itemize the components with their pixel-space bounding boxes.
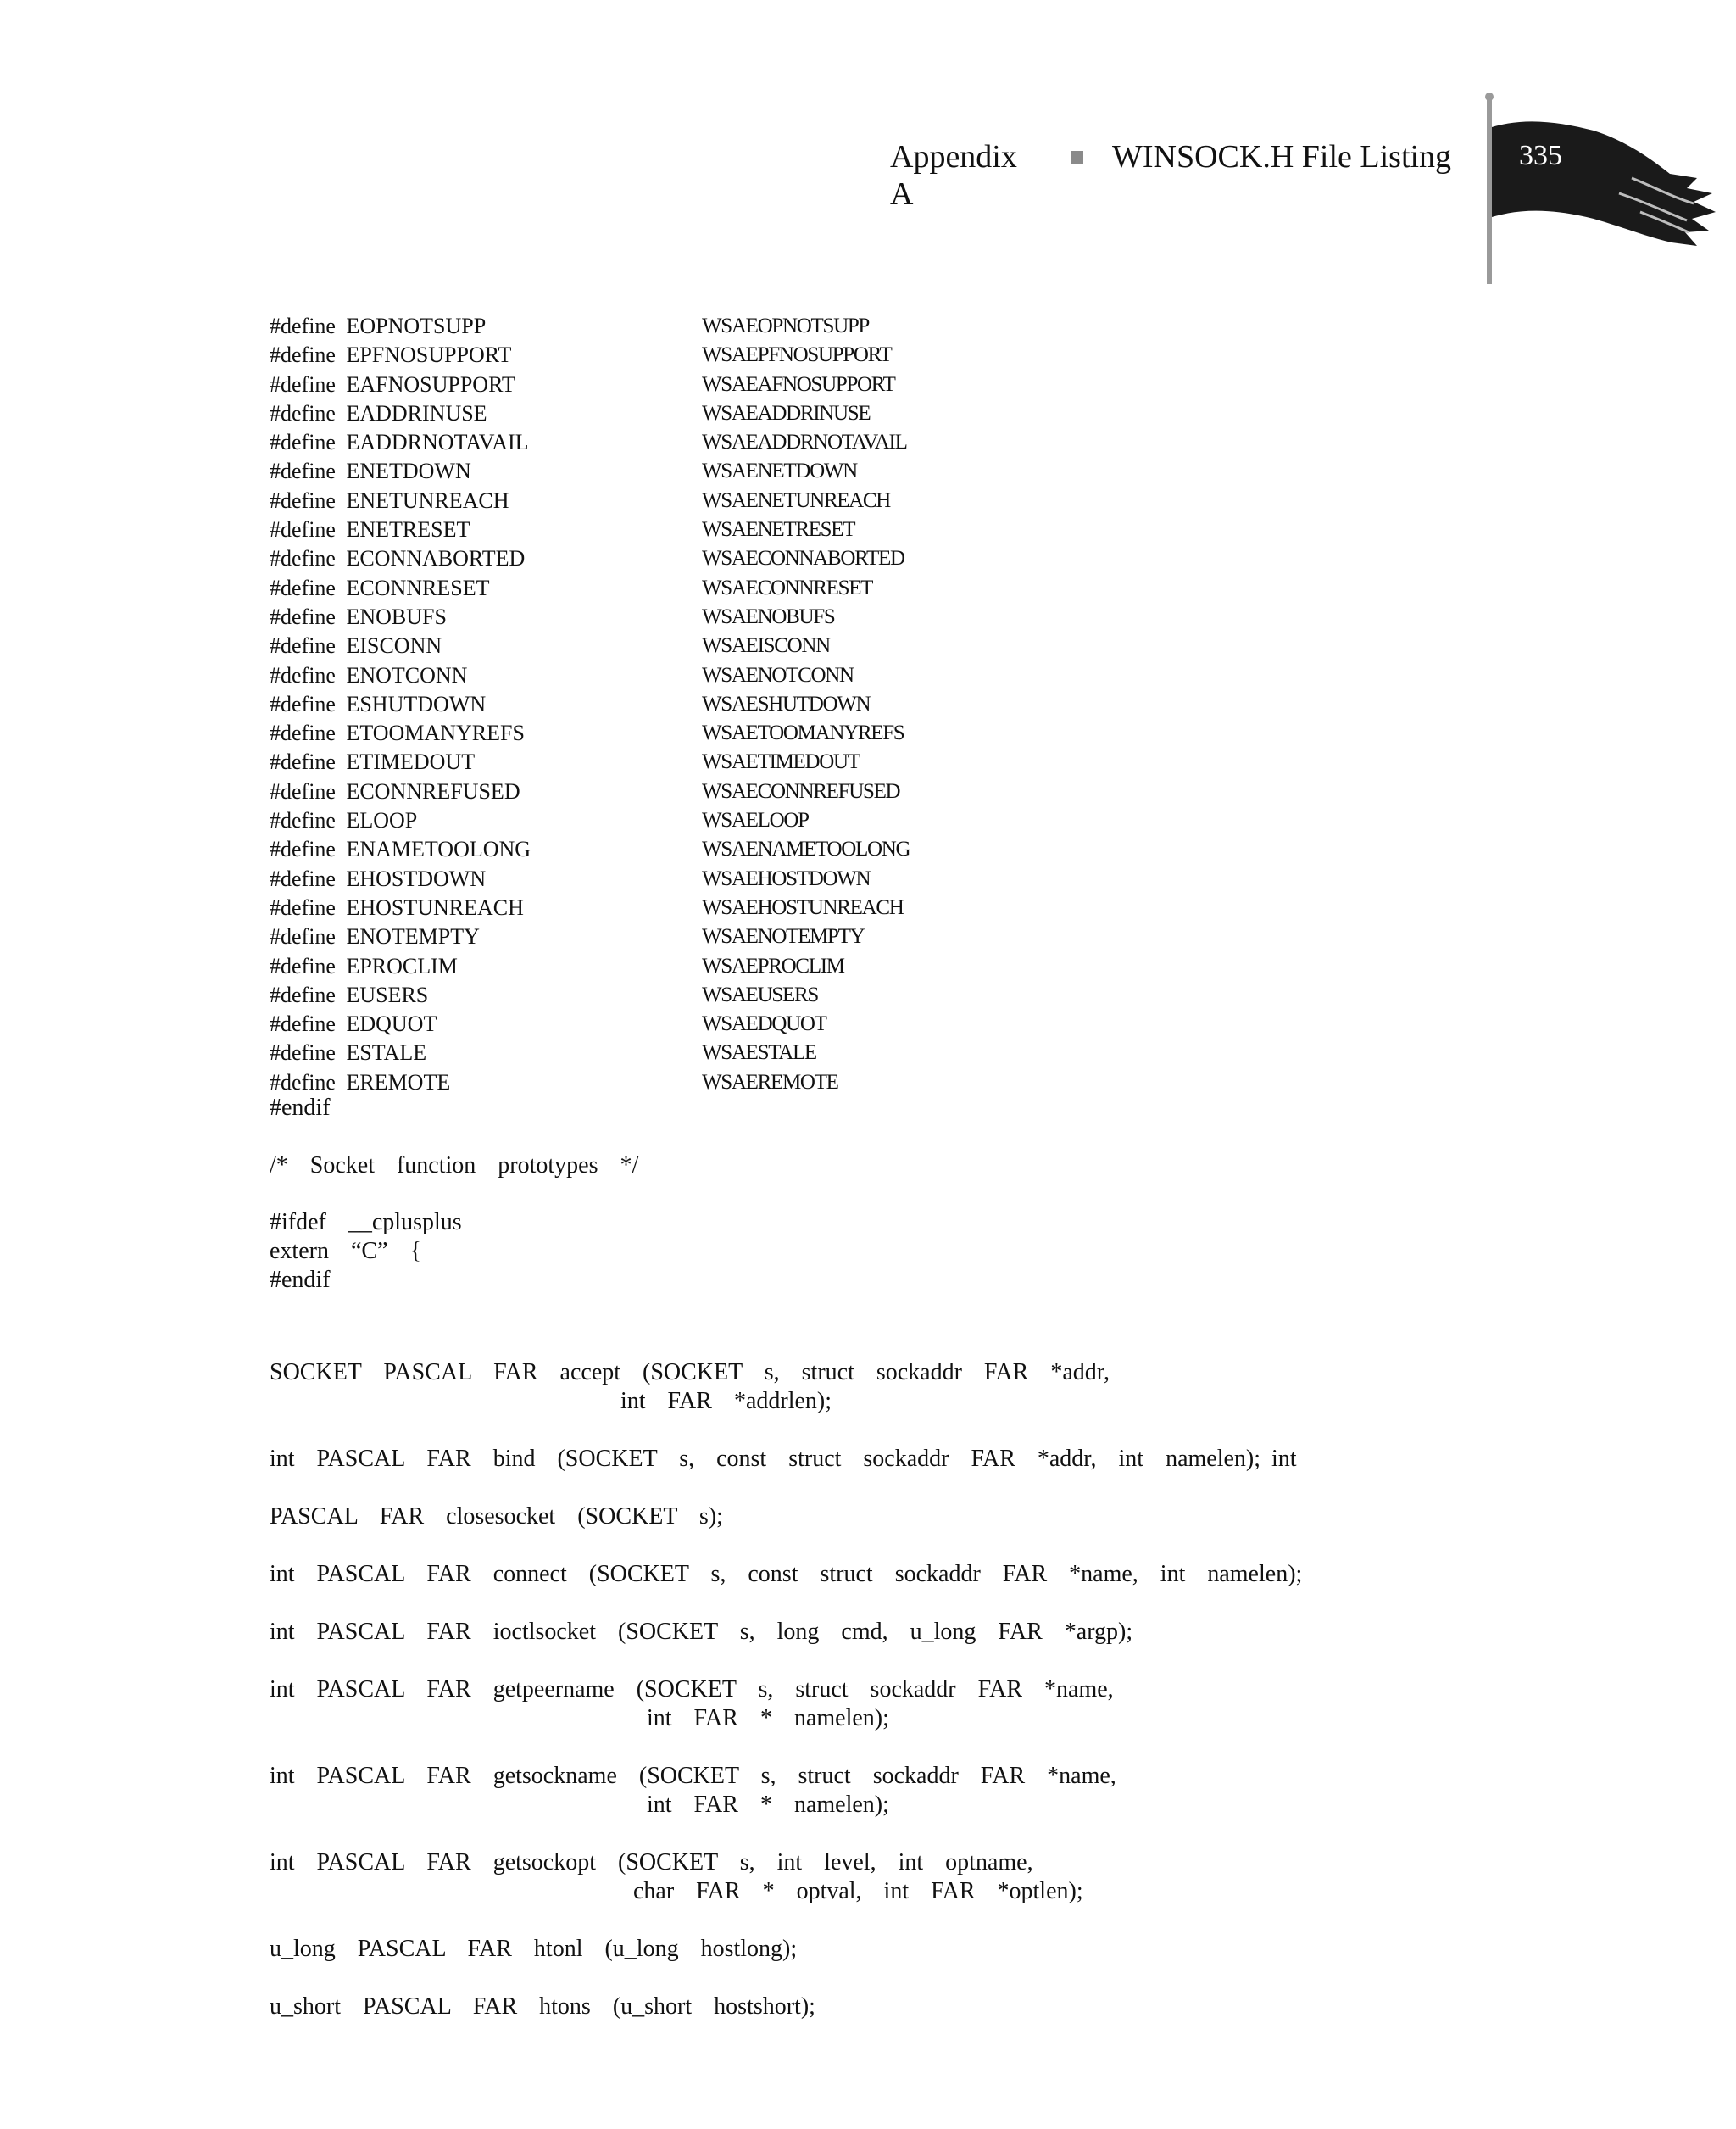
define-macro-name: #define ENETDOWN — [270, 459, 471, 484]
define-macro-value: WSAECONNREFUSED — [702, 779, 900, 803]
define-macro-value: WSAEREMOTE — [702, 1070, 838, 1094]
define-macro-value: WSAENETRESET — [702, 518, 855, 542]
define-macro-name: #define ENOTCONN — [270, 662, 468, 688]
define-macro-value: WSAESTALE — [702, 1041, 816, 1065]
define-macro-name: #define ENOTEMPTY — [270, 924, 480, 950]
accept-prototype: SOCKET PASCAL FAR accept (SOCKET s, struct sockaddr FAR *addr, — [270, 1359, 1110, 1385]
define-macro-name: #define ECONNREFUSED — [270, 778, 520, 804]
define-macro-value: WSAEADDRNOTAVAIL — [702, 431, 907, 454]
htonl-prototype: u_long PASCAL FAR htonl (u_long hostlong); — [270, 1936, 798, 1962]
extern-c-line: extern “C” { — [270, 1238, 421, 1264]
define-macro-name: #define EADDRINUSE — [270, 400, 487, 426]
prototypes-comment: /* Socket function prototypes */ — [270, 1152, 639, 1179]
define-macro-value: WSAEPROCLIM — [702, 954, 844, 978]
define-macro-name: #define ENAMETOOLONG — [270, 837, 531, 862]
define-macro-name: #define EADDRNOTAVAIL — [270, 430, 529, 455]
flag-logo-icon — [1475, 93, 1721, 288]
define-macro-name: #define ESHUTDOWN — [270, 691, 487, 716]
define-macro-value: WSAEADDRINUSE — [702, 401, 871, 425]
accept-prototype-cont: int FAR *addrlen); — [620, 1388, 832, 1414]
bind-prototype: int PASCAL FAR bind (SOCKET s, const struct sockaddr FAR *addr, int namelen); int — [270, 1446, 1297, 1472]
define-macro-value: WSAETOOMANYREFS — [702, 722, 904, 745]
define-macro-value: WSAETIMEDOUT — [702, 750, 860, 774]
define-macro-value: WSAENOTCONN — [702, 663, 854, 687]
define-macro-name: #define EHOSTUNREACH — [270, 895, 524, 920]
define-macro-value: WSAENOBUFS — [702, 605, 835, 628]
define-macro-name: #define EHOSTDOWN — [270, 866, 487, 891]
getsockname-prototype-cont: int FAR * namelen); — [647, 1792, 889, 1818]
define-macro-value: WSAENETUNREACH — [702, 488, 891, 512]
define-macro-name: #define EPROCLIM — [270, 953, 458, 978]
getsockopt-prototype-cont: char FAR * optval, int FAR *optlen); — [633, 1878, 1083, 1904]
define-macro-name: #define EDQUOT — [270, 1012, 437, 1037]
define-macro-value: WSAENETDOWN — [702, 460, 857, 483]
define-macro-value: WSAEUSERS — [702, 983, 818, 1006]
header-bullet-square — [1071, 151, 1083, 164]
getpeername-prototype: int PASCAL FAR getpeername (SOCKET s, struct sockaddr FAR *name, — [270, 1676, 1114, 1703]
define-macro-value: WSAEPFNOSUPPORT — [702, 343, 892, 367]
define-macro-value: WSAECONNRESET — [702, 576, 873, 599]
define-macro-value: WSAEOPNOTSUPP — [702, 315, 870, 337]
define-macro-value: WSAESHUTDOWN — [702, 692, 871, 716]
endif-directive: #endif — [270, 1095, 331, 1121]
define-macro-value: WSAEAFNOSUPPORT — [702, 372, 895, 396]
define-macro-value: WSAEHOSTUNREACH — [702, 895, 904, 919]
endif-directive-2: #endif — [270, 1267, 331, 1293]
define-macro-name: #define EISCONN — [270, 633, 442, 659]
page-number: 335 — [1519, 140, 1562, 171]
ioctlsocket-prototype: int PASCAL FAR ioctlsocket (SOCKET s, long cmd, u_long FAR *argp); — [270, 1619, 1133, 1645]
define-macro-name: #define EOPNOTSUPP — [270, 314, 487, 338]
define-macro-name: #define EUSERS — [270, 982, 429, 1007]
define-macro-name: #define EPFNOSUPPORT — [270, 343, 512, 368]
define-macro-name: #define ECONNABORTED — [270, 546, 526, 571]
define-macro-name: #define ELOOP — [270, 808, 418, 833]
define-macro-name: #define ENOBUFS — [270, 604, 447, 629]
define-macro-name: #define ETIMEDOUT — [270, 750, 476, 775]
define-macro-name: #define ENETRESET — [270, 517, 470, 543]
define-macro-value: WSAEDQUOT — [702, 1012, 826, 1036]
header-chapter-title: WINSOCK.H File Listing — [1112, 139, 1452, 175]
ifdef-directive: #ifdef __cplusplus — [270, 1209, 462, 1235]
define-macro-value: WSAENAMETOOLONG — [702, 838, 910, 861]
header-appendix-label: Appendix A — [890, 139, 1017, 212]
define-macro-name: #define EREMOTE — [270, 1069, 451, 1095]
getpeername-prototype-cont: int FAR * namelen); — [647, 1705, 889, 1731]
closesocket-prototype: PASCAL FAR closesocket (SOCKET s); — [270, 1503, 723, 1530]
htons-prototype: u_short PASCAL FAR htons (u_short hostshort); — [270, 1993, 815, 2020]
connect-prototype: int PASCAL FAR connect (SOCKET s, const struct sockaddr FAR *name, int namelen); — [270, 1561, 1303, 1587]
define-macro-value: WSAEISCONN — [702, 634, 830, 658]
define-macro-value: WSAECONNABORTED — [702, 547, 904, 571]
define-macro-name: #define ENETUNREACH — [270, 488, 509, 513]
getsockopt-prototype: int PASCAL FAR getsockopt (SOCKET s, int level, int optname, — [270, 1849, 1033, 1875]
define-macro-name: #define EAFNOSUPPORT — [270, 371, 515, 397]
define-macro-value: WSAENOTEMPTY — [702, 925, 865, 949]
getsockname-prototype: int PASCAL FAR getsockname (SOCKET s, struct sockaddr FAR *name, — [270, 1763, 1116, 1789]
define-macro-value: WSAEHOSTDOWN — [702, 867, 871, 890]
define-macro-name: #define ECONNRESET — [270, 575, 490, 600]
define-macro-name: #define ETOOMANYREFS — [270, 721, 525, 746]
define-macro-name: #define ESTALE — [270, 1040, 427, 1066]
define-macro-value: WSAELOOP — [702, 809, 809, 833]
